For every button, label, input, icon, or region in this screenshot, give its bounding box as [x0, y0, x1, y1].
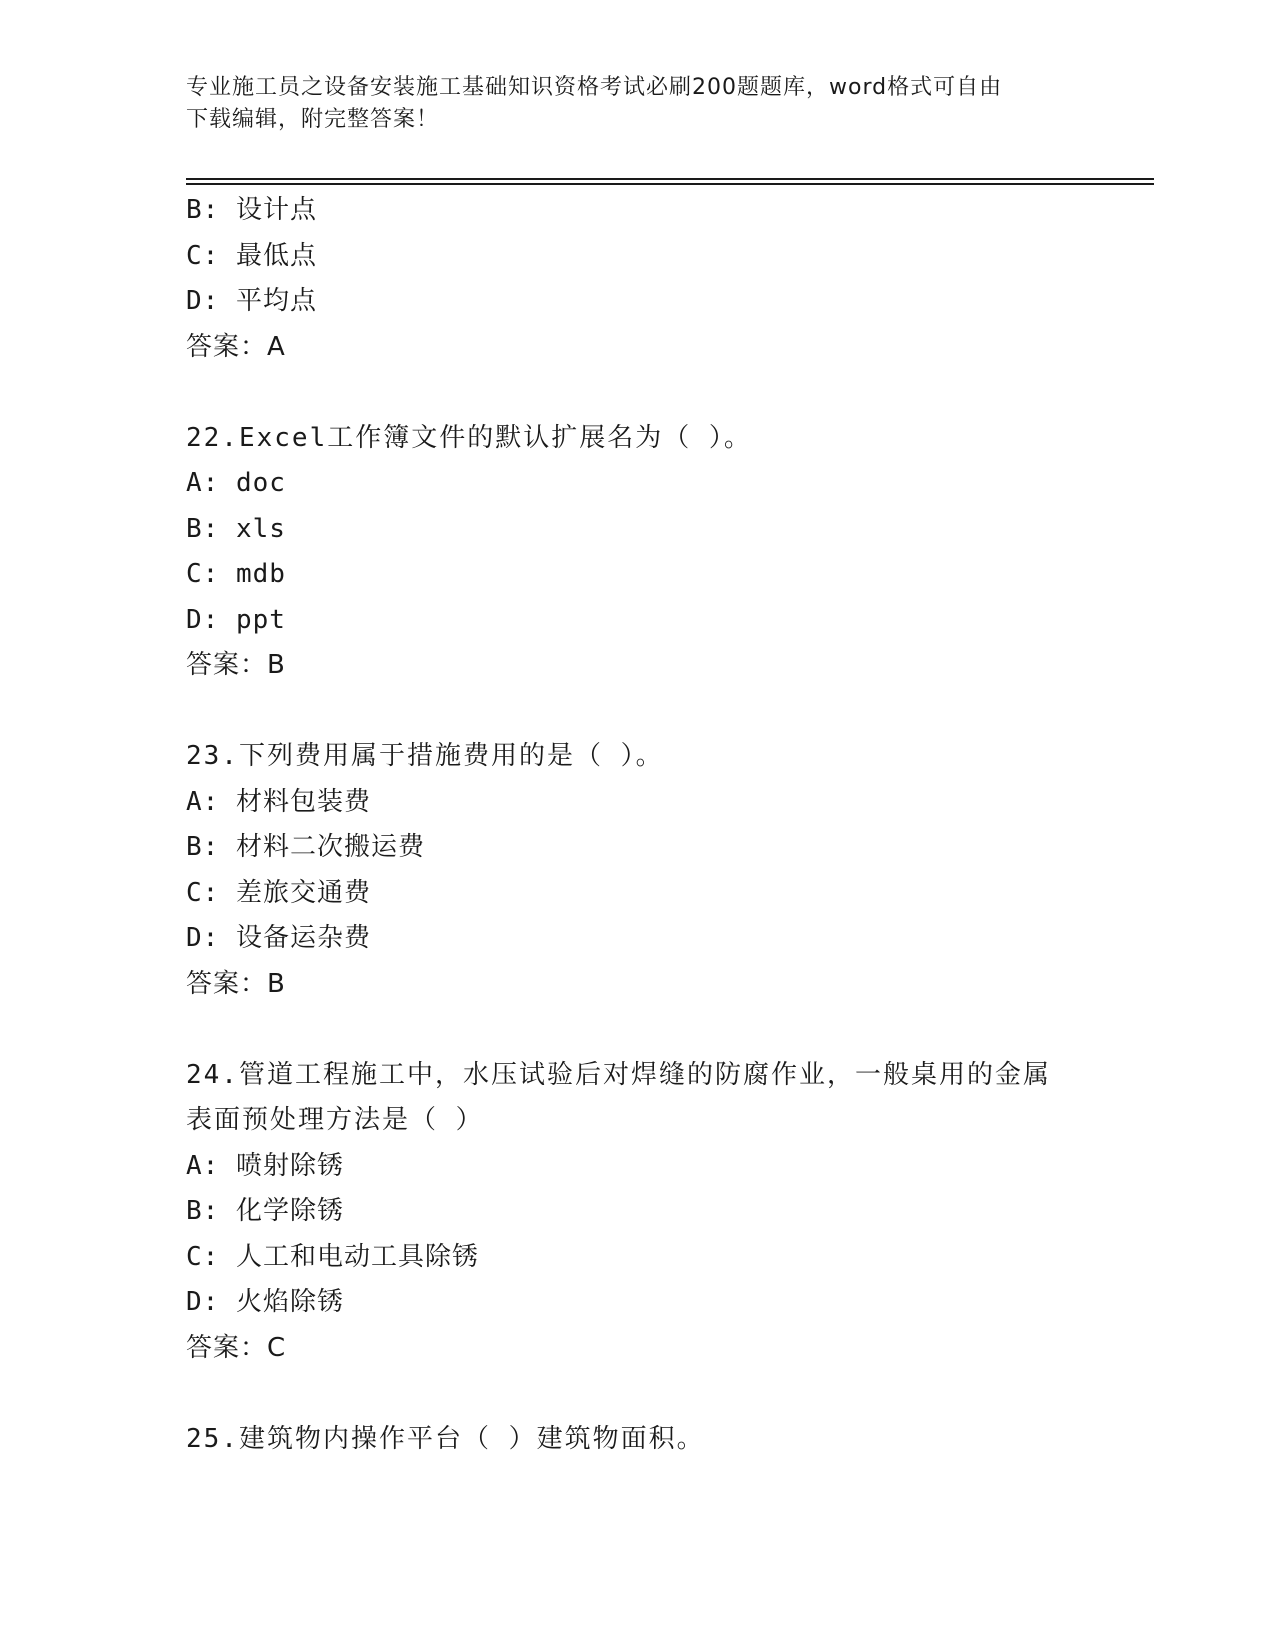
option-b: B: 化学除锈	[186, 1196, 344, 1226]
spacer	[186, 689, 1086, 735]
spacer	[186, 370, 1086, 416]
option-c: C: 人工和电动工具除锈	[186, 1241, 479, 1272]
question-23	[186, 734, 1086, 1007]
option-a: A: doc	[186, 468, 286, 498]
option-c: C: mdb	[186, 559, 286, 589]
answer: 答案：B	[186, 650, 286, 680]
option-d: D: 设备运杂费	[186, 923, 371, 953]
option-d: D: 火焰除锈	[186, 1287, 344, 1317]
option-a: A: 喷射除锈	[186, 1150, 344, 1181]
document-header	[186, 72, 1066, 136]
question-stem-line-2: 表面预处理方法是（ ）	[186, 1105, 484, 1135]
answer: 答案：A	[186, 331, 286, 362]
option-b: B: xls	[186, 513, 286, 544]
header-line-2: 下载编辑，附完整答案！	[186, 107, 440, 132]
question-list	[186, 188, 1086, 1462]
question-22	[186, 416, 1086, 689]
question-24	[186, 1053, 1086, 1372]
question-25	[186, 1417, 1086, 1463]
option-b: B: 材料二次搬运费	[186, 832, 425, 862]
option-b: B: 设计点	[186, 195, 317, 225]
question-stem: 25.建筑物内操作平台（ ）建筑物面积。	[186, 1423, 705, 1454]
option-c: C: 最低点	[186, 240, 317, 271]
spacer	[186, 1371, 1086, 1417]
question-21	[186, 188, 1086, 370]
header-divider-bottom	[186, 183, 1154, 185]
question-stem: 23.下列费用属于措施费用的是（ ）。	[186, 741, 664, 771]
question-stem: 22.Excel工作簿文件的默认扩展名为（ ）。	[186, 422, 752, 453]
option-d: D: 平均点	[186, 286, 317, 316]
option-d: D: ppt	[186, 604, 286, 635]
question-stem-line-1: 24.管道工程施工中，水压试验后对焊缝的防腐作业，一般桌用的金属	[186, 1059, 1051, 1090]
header-divider-top	[186, 178, 1154, 180]
answer: 答案：C	[186, 1332, 287, 1363]
option-c: C: 差旅交通费	[186, 877, 371, 908]
spacer	[186, 1007, 1086, 1053]
header-line-1: 专业施工员之设备安装施工基础知识资格考试必刷200题题库，word格式可自由	[186, 75, 1003, 100]
answer: 答案：B	[186, 968, 286, 999]
option-a: A: 材料包装费	[186, 786, 371, 817]
